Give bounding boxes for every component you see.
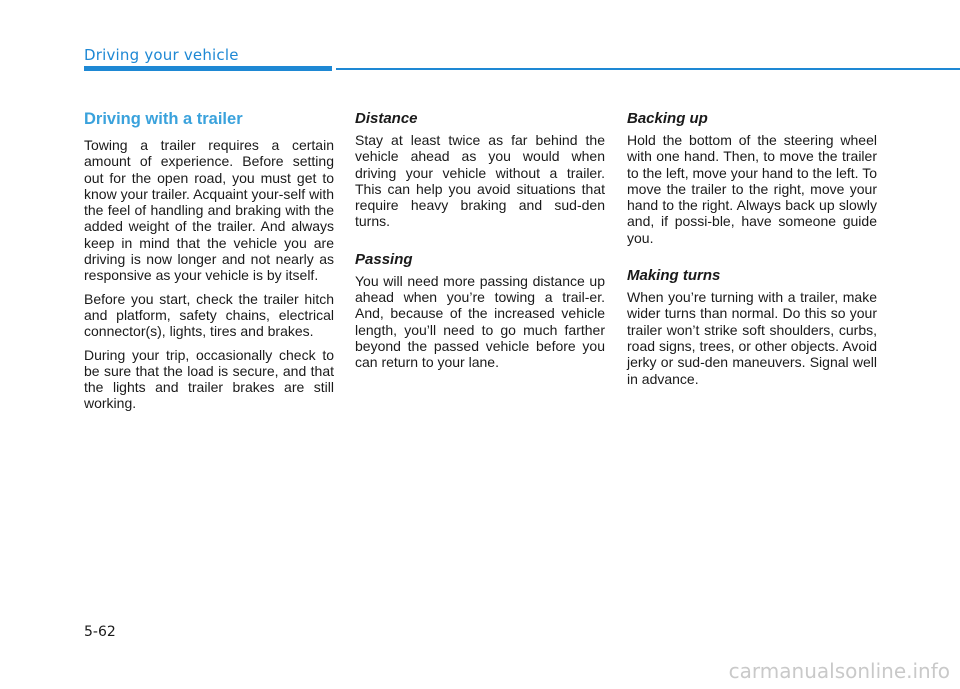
paragraph-backing-up: Hold the bottom of the steering wheel with one hand. Then, to move the trailer to the left, move your hand to the left. To move the trailer to the right, move your hand to the right. Always back up slowly and, if possi-ble, have someone guide you. [627,132,877,246]
paragraph-before-start: Before you start, check the trailer hitch and platform, safety chains, electrical connector(s), lights, tires and brakes. [84,290,334,340]
paragraph-making-turns: When you’re turning with a trailer, make wider turns than normal. Do this so your trailer won’t strike soft shoulders, curbs, road signs, trees, or other objects. Avoid jerky or sud-den maneuvers. Signal well in advance. [627,289,877,387]
heading-making-turns: Making turns [627,267,721,285]
header-rule-thick [84,66,332,71]
paragraph-during-trip: During your trip, occasionally check to be sure that the load is secure, and that the lights and trailer brakes are still working. [84,346,334,412]
main-heading: Driving with a trailer [84,110,243,128]
header-rule-thin [336,68,960,70]
paragraph-passing: You will need more passing distance up ahead when you’re towing a trail-er. And, because of the increased vehicle length, you’ll need to go much farther beyond the passed vehicle before you can return to your lane. [355,272,605,371]
heading-backing-up: Backing up [627,110,708,127]
paragraph-distance: Stay at least twice as far behind the vehicle ahead as you would when driving your vehicle without a trailer. This can help you avoid situations that require heavy braking and sud-den turns. [355,132,605,230]
heading-distance: Distance [355,110,418,127]
paragraph-intro: Towing a trailer requires a certain amount of experience. Before setting out for the open road, you must get to know your trailer. Acquaint your-self with the feel of handling and braking with the added weight of the trailer. And always keep in mind that the vehicle you are driving is now longer and not nearly as responsive as your vehicle is by itself. [84,137,334,284]
section-label: Driving your vehicle [84,46,239,64]
column-3 [627,110,877,394]
page-number: 5-62 [84,624,116,640]
column-2 [355,110,605,378]
watermark: carmanualsonline.info [728,659,950,683]
heading-passing: Passing [355,250,413,268]
column-1 [84,110,334,419]
